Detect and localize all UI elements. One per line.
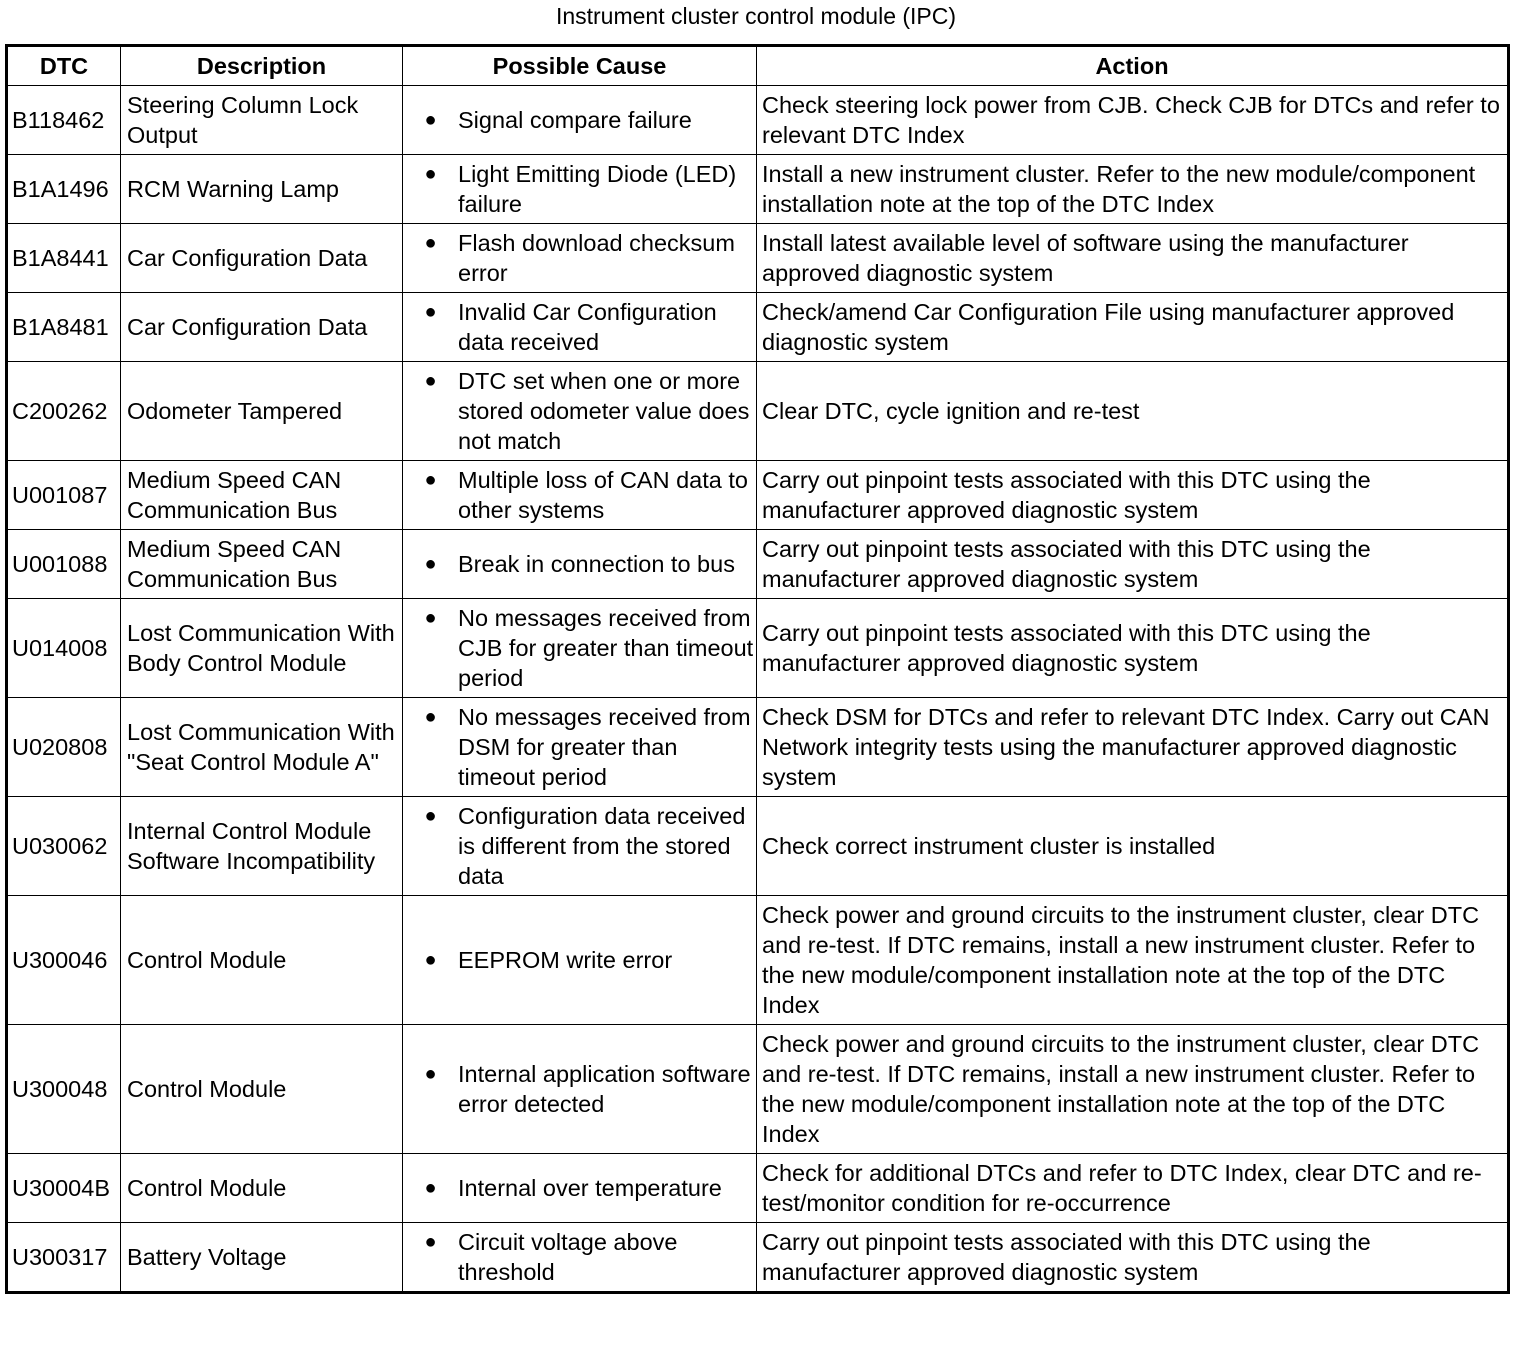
bullet-icon: ● bbox=[424, 469, 437, 491]
header-possible-cause: Possible Cause bbox=[403, 46, 757, 86]
action: Carry out pinpoint tests associated with this DTC using the manufacturer approved diagnostic system bbox=[757, 530, 1509, 599]
bullet-icon: ● bbox=[424, 553, 437, 575]
header-row bbox=[7, 46, 1509, 86]
description: Internal Control Module Software Incompatibility bbox=[121, 797, 403, 896]
cause-text: Multiple loss of CAN data to other systems bbox=[458, 467, 748, 523]
table-row bbox=[7, 1025, 1509, 1154]
table-row bbox=[7, 599, 1509, 698]
dtc-code: U300048 bbox=[7, 1025, 121, 1154]
possible-cause bbox=[403, 698, 757, 797]
description: Lost Communication With Body Control Module bbox=[121, 599, 403, 698]
description: Control Module bbox=[121, 1025, 403, 1154]
cause-text: Signal compare failure bbox=[458, 107, 692, 133]
dtc-code: B118462 bbox=[7, 86, 121, 155]
table-row bbox=[7, 461, 1509, 530]
cause-text: Internal over temperature bbox=[458, 1175, 722, 1201]
bullet-icon: ● bbox=[424, 301, 437, 323]
header-description: Description bbox=[121, 46, 403, 86]
cause-text: No messages received from DSM for greater than timeout period bbox=[458, 704, 751, 790]
cause-text: Circuit voltage above threshold bbox=[458, 1229, 678, 1285]
possible-cause bbox=[403, 1025, 757, 1154]
cause-text: No messages received from CJB for greater than timeout period bbox=[458, 605, 754, 691]
action: Carry out pinpoint tests associated with this DTC using the manufacturer approved diagnostic system bbox=[757, 599, 1509, 698]
cause-text: Light Emitting Diode (LED) failure bbox=[458, 161, 737, 217]
table-row bbox=[7, 1223, 1509, 1293]
possible-cause bbox=[403, 1154, 757, 1223]
description: Lost Communication With "Seat Control Module A" bbox=[121, 698, 403, 797]
bullet-icon: ● bbox=[424, 109, 437, 131]
cause-text: Break in connection to bus bbox=[458, 551, 735, 577]
bullet-icon: ● bbox=[424, 706, 437, 728]
bullet-icon: ● bbox=[424, 805, 437, 827]
action: Check correct instrument cluster is installed bbox=[757, 797, 1509, 896]
dtc-table bbox=[5, 44, 1510, 1294]
table-row bbox=[7, 896, 1509, 1025]
action: Carry out pinpoint tests associated with this DTC using the manufacturer approved diagnostic system bbox=[757, 1223, 1509, 1293]
action: Check DSM for DTCs and refer to relevant DTC Index. Carry out CAN Network integrity tests using the manufacturer approved diagnostic system bbox=[757, 698, 1509, 797]
cause-text: DTC set when one or more stored odometer value does not match bbox=[458, 368, 750, 454]
dtc-code: B1A8481 bbox=[7, 293, 121, 362]
action: Check power and ground circuits to the instrument cluster, clear DTC and re-test. If DTC remains, install a new instrument cluster. Refer to the new module/component installation note at the top of the DTC Index bbox=[757, 896, 1509, 1025]
dtc-code: U014008 bbox=[7, 599, 121, 698]
cause-text: Internal application software error detected bbox=[458, 1061, 751, 1117]
dtc-code: U030062 bbox=[7, 797, 121, 896]
description: Control Module bbox=[121, 1154, 403, 1223]
description: Medium Speed CAN Communication Bus bbox=[121, 461, 403, 530]
bullet-icon: ● bbox=[424, 163, 437, 185]
dtc-code: B1A8441 bbox=[7, 224, 121, 293]
cause-text: Invalid Car Configuration data received bbox=[458, 299, 717, 355]
description: Control Module bbox=[121, 896, 403, 1025]
action: Check steering lock power from CJB. Check CJB for DTCs and refer to relevant DTC Index bbox=[757, 86, 1509, 155]
description: RCM Warning Lamp bbox=[121, 155, 403, 224]
possible-cause bbox=[403, 530, 757, 599]
table-row bbox=[7, 1154, 1509, 1223]
possible-cause bbox=[403, 224, 757, 293]
action: Check power and ground circuits to the instrument cluster, clear DTC and re-test. If DTC remains, install a new instrument cluster. Refer to the new module/component installation note at the top of the DTC Index bbox=[757, 1025, 1509, 1154]
possible-cause bbox=[403, 1223, 757, 1293]
table-row bbox=[7, 698, 1509, 797]
dtc-code: C200262 bbox=[7, 362, 121, 461]
table-row bbox=[7, 155, 1509, 224]
description: Car Configuration Data bbox=[121, 293, 403, 362]
bullet-icon: ● bbox=[424, 1177, 437, 1199]
table-row bbox=[7, 86, 1509, 155]
bullet-icon: ● bbox=[424, 232, 437, 254]
bullet-icon: ● bbox=[424, 949, 437, 971]
possible-cause bbox=[403, 86, 757, 155]
bullet-icon: ● bbox=[424, 1063, 437, 1085]
description: Steering Column Lock Output bbox=[121, 86, 403, 155]
header-action: Action bbox=[757, 46, 1509, 86]
action: Check/amend Car Configuration File using manufacturer approved diagnostic system bbox=[757, 293, 1509, 362]
action: Carry out pinpoint tests associated with this DTC using the manufacturer approved diagnostic system bbox=[757, 461, 1509, 530]
table-row bbox=[7, 224, 1509, 293]
description: Car Configuration Data bbox=[121, 224, 403, 293]
action: Install a new instrument cluster. Refer to the new module/component installation note at the top of the DTC Index bbox=[757, 155, 1509, 224]
dtc-code: U020808 bbox=[7, 698, 121, 797]
possible-cause bbox=[403, 461, 757, 530]
table-row bbox=[7, 797, 1509, 896]
description: Odometer Tampered bbox=[121, 362, 403, 461]
table-row bbox=[7, 362, 1509, 461]
action: Install latest available level of software using the manufacturer approved diagnostic system bbox=[757, 224, 1509, 293]
action: Check for additional DTCs and refer to DTC Index, clear DTC and re-test/monitor condition for re-occurrence bbox=[757, 1154, 1509, 1223]
cause-text: Configuration data received is different from the stored data bbox=[458, 803, 746, 889]
table-row bbox=[7, 530, 1509, 599]
description: Battery Voltage bbox=[121, 1223, 403, 1293]
bullet-icon: ● bbox=[424, 607, 437, 629]
action: Clear DTC, cycle ignition and re-test bbox=[757, 362, 1509, 461]
possible-cause bbox=[403, 293, 757, 362]
cause-text: Flash download checksum error bbox=[458, 230, 735, 286]
bullet-icon: ● bbox=[424, 370, 437, 392]
bullet-icon: ● bbox=[424, 1231, 437, 1253]
description: Medium Speed CAN Communication Bus bbox=[121, 530, 403, 599]
possible-cause bbox=[403, 362, 757, 461]
dtc-code: U300046 bbox=[7, 896, 121, 1025]
table-caption: Instrument cluster control module (IPC) bbox=[555, 3, 957, 29]
possible-cause bbox=[403, 896, 757, 1025]
dtc-code: B1A1496 bbox=[7, 155, 121, 224]
dtc-code: U300317 bbox=[7, 1223, 121, 1293]
dtc-code: U30004B bbox=[7, 1154, 121, 1223]
possible-cause bbox=[403, 599, 757, 698]
table-row bbox=[7, 293, 1509, 362]
cause-text: EEPROM write error bbox=[458, 947, 673, 973]
possible-cause bbox=[403, 155, 757, 224]
header-dtc: DTC bbox=[7, 46, 121, 86]
dtc-code: U001088 bbox=[7, 530, 121, 599]
dtc-code: U001087 bbox=[7, 461, 121, 530]
possible-cause bbox=[403, 797, 757, 896]
